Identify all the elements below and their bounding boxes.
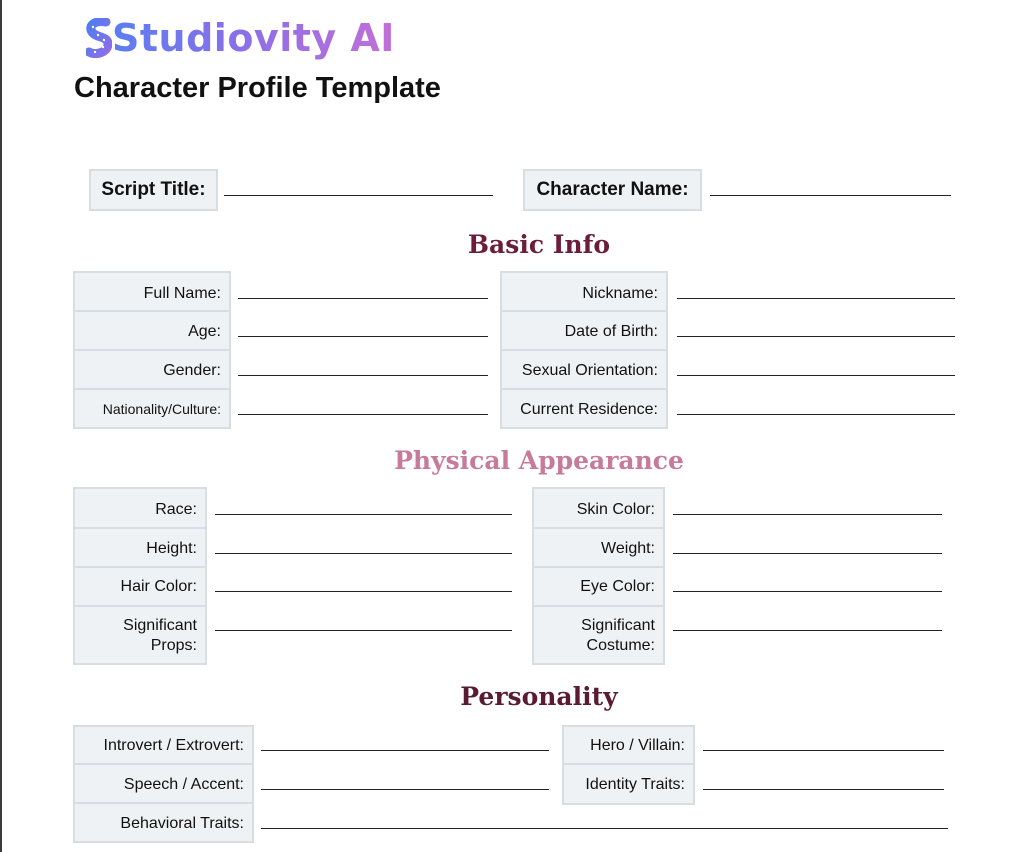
script-title-text: Script Title: (101, 179, 206, 200)
row-divider (502, 349, 666, 351)
row-divider (534, 605, 663, 607)
personality-right-labels (562, 725, 695, 805)
film-strip-icon (86, 18, 112, 58)
hero-villain-field[interactable] (703, 750, 944, 751)
row-divider (564, 763, 693, 765)
label-age: Age: (188, 323, 221, 340)
character-name-label (523, 169, 702, 211)
row-divider (502, 388, 666, 390)
label-nickname: Nickname: (582, 285, 658, 302)
script-title-label (89, 169, 218, 211)
label-race: Race: (155, 501, 197, 518)
speech-accent-field[interactable] (261, 789, 549, 790)
section-physical-appearance: Physical Appearance (394, 446, 684, 475)
section-personality: Personality (460, 682, 618, 711)
label-date-of-birth: Date of Birth: (564, 323, 658, 340)
label-sexual-orientation: Sexual Orientation: (521, 362, 658, 379)
document-title: Character Profile Template (74, 72, 441, 104)
row-divider (75, 802, 252, 804)
personality-left-labels (73, 725, 254, 843)
label-speech-accent: Speech / Accent: (123, 776, 244, 793)
significant-props-field[interactable] (215, 630, 512, 631)
sexual-orientation-field[interactable] (677, 375, 955, 376)
eye-color-field[interactable] (673, 591, 942, 592)
gender-field[interactable] (238, 375, 488, 376)
script-title-field[interactable] (224, 195, 493, 196)
label-identity-traits: Identity Traits: (585, 776, 685, 793)
row-divider (75, 388, 229, 390)
row-divider (534, 527, 663, 529)
row-divider (75, 527, 205, 529)
row-divider (75, 763, 252, 765)
introvert-extrovert-field[interactable] (261, 750, 549, 751)
physical-right-labels (532, 487, 665, 665)
weight-field[interactable] (673, 553, 942, 554)
physical-left-labels (73, 487, 207, 665)
label-hair-color: Hair Color: (120, 578, 197, 595)
label-gender: Gender: (163, 362, 221, 379)
label-costume: Costume: (586, 637, 655, 654)
window-edge (0, 0, 2, 852)
label-significant: Significant (123, 617, 197, 634)
label-behavioral-traits: Behavioral Traits: (120, 815, 244, 832)
label-props: Props: (150, 637, 197, 654)
row-divider (75, 349, 229, 351)
nickname-field[interactable] (677, 298, 955, 299)
nationality-field[interactable] (238, 414, 488, 415)
current-residence-field[interactable] (677, 414, 955, 415)
behavioral-traits-field[interactable] (261, 828, 948, 829)
row-divider (75, 310, 229, 312)
label-hero-villain: Hero / Villain: (590, 737, 685, 754)
age-field[interactable] (238, 336, 488, 337)
race-field[interactable] (215, 514, 512, 515)
label-skin-color: Skin Color: (576, 501, 655, 518)
label-nationality: Nationality/Culture: (102, 401, 221, 417)
label-weight: Weight: (601, 540, 655, 557)
skin-color-field[interactable] (673, 514, 942, 515)
label-significant: Significant (581, 617, 655, 634)
date-of-birth-field[interactable] (677, 336, 955, 337)
row-divider (75, 566, 205, 568)
significant-costume-field[interactable] (673, 630, 942, 631)
row-divider (502, 310, 666, 312)
hair-color-field[interactable] (215, 591, 512, 592)
character-name-field[interactable] (710, 195, 951, 196)
label-full-name: Full Name: (143, 285, 221, 302)
label-current-residence: Current Residence: (520, 401, 658, 418)
brand-name: Studiovity AI (112, 16, 395, 60)
character-name-text: Character Name: (536, 179, 689, 200)
full-name-field[interactable] (238, 298, 488, 299)
label-introvert-extrovert: Introvert / Extrovert: (103, 737, 244, 754)
label-eye-color: Eye Color: (580, 578, 655, 595)
height-field[interactable] (215, 553, 512, 554)
brand-logo (86, 14, 395, 62)
section-basic-info: Basic Info (467, 230, 611, 259)
identity-traits-field[interactable] (703, 789, 944, 790)
label-height: Height: (146, 540, 197, 557)
row-divider (534, 566, 663, 568)
row-divider (75, 605, 205, 607)
